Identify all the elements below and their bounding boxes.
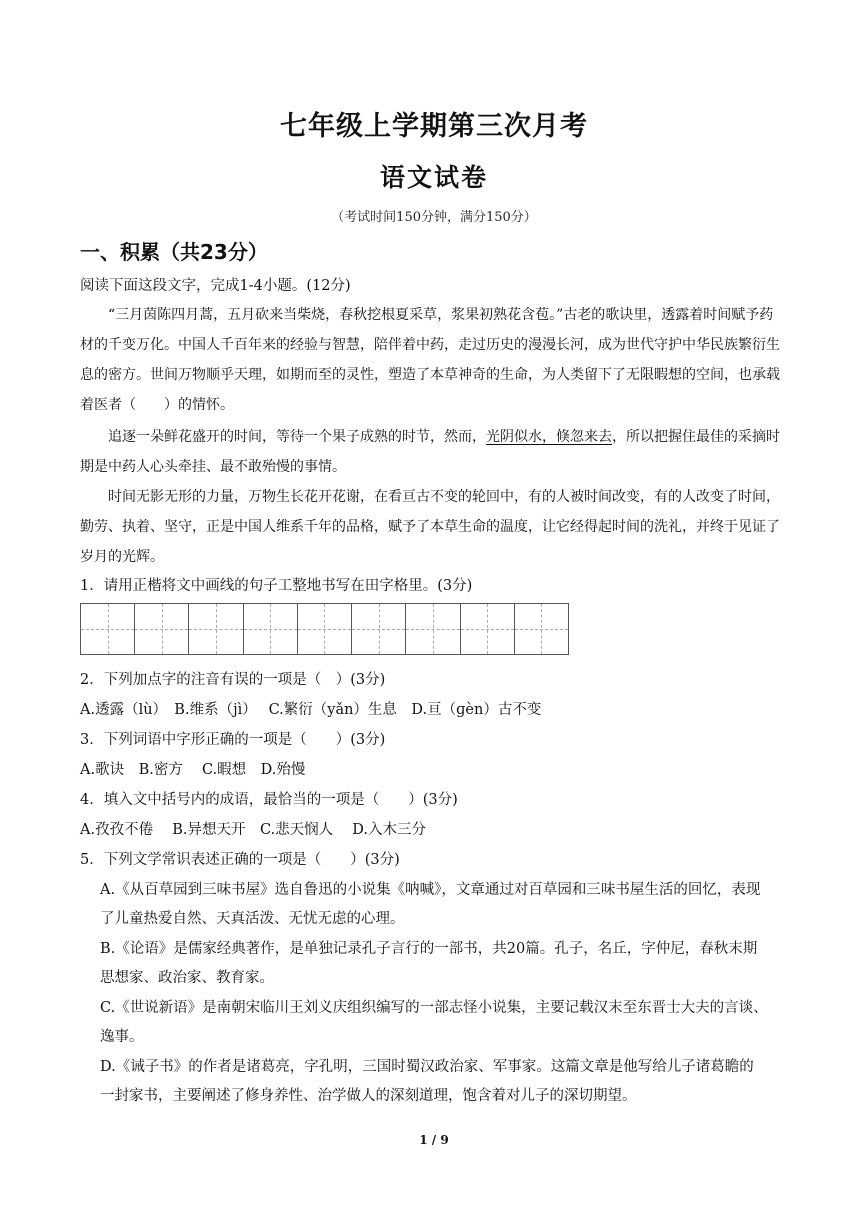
grid-cell[interactable] [461,604,515,654]
question-2: 2．下列加点字的注音有误的一项是（ ）(3分) [80,672,386,688]
grid-cell[interactable] [189,604,243,654]
passage-paragraph-2 [80,422,785,482]
question-3-options: A.歌诀 B.密方 C.暇想 D.殆慢 [80,762,306,778]
p2-before: 追逐一朵鲜花盛开的时间，等待一个果子成熟的时节，然而， [108,429,486,445]
section-heading: 一、积累（共23分） [80,240,268,264]
passage-paragraph-1: “三月茵陈四月蒿，五月砍来当柴烧，春秋挖根夏采草，浆果初熟花含苞。”古老的歌诀里，透露着时间赋予药材的千变万化。中国人千百年来的经验与智慧，陪伴着中药，走过历史的漫漫长河，成为世代守护中华民族繁衍生息的密方。世间万物顺乎天理，如期而至的灵性，塑造了本草神奇的生命，为人类留下了无限暇想的空间，也承载着医者（ ）的情怀。 [80,307,780,413]
question-2-options: A.透露（lù） B.维系（jì） C.繁衍（yǎn）生息 D.亘（ɡèn）古不变 [80,702,542,718]
exam-title: 七年级上学期第三次月考 [280,111,588,142]
question-4: 4．填入文中括号内的成语，最恰当的一项是（ ）(3分) [80,792,458,808]
question-5-option-d-line2: 一封家书，主要阐述了修身养性、治学做人的深刻道理，饱含着对儿子的深切期望。 [100,1088,637,1104]
question-5-option-a-line2: 了儿童热爱自然、天真活泼、无忧无虑的心理。 [100,911,405,927]
question-5-option-b-line1: B.《论语》是儒家经典著作，是单独记录孔子言行的一部书，共20篇。孔子，名丘，字仲尼，春秋末期 [100,941,758,957]
question-5: 5．下列文学常识表述正确的一项是（ ）(3分) [80,852,400,868]
grid-cell[interactable] [406,604,460,654]
grid-cell[interactable] [244,604,298,654]
question-5-option-a-line1: A.《从百草园到三味书屋》选自鲁迅的小说集《呐喊》，文章通过对百草园和三味书屋生活的回忆，表现 [100,882,761,898]
question-3: 3．下列词语中字形正确的一项是（ ）(3分) [80,732,386,748]
grid-cell[interactable] [135,604,189,654]
exam-info: （考试时间150分钟，满分150分） [331,210,537,225]
question-5-option-c-line2: 逸事。 [100,1029,144,1045]
underlined-sentence: 光阴似水，倏忽来去 [486,429,612,445]
grid-cell[interactable] [298,604,352,654]
page-number: 1 / 9 [419,1133,449,1147]
p2-after: ，所以把握住最佳的采摘时期是中药人心头牵挂、最不敢殆慢的事情。 [80,429,780,475]
grid-cell[interactable] [81,604,135,654]
question-4-options: A.孜孜不倦 B.异想天开 C.悲天悯人 D.入木三分 [80,822,426,838]
question-5-option-d-line1: D.《诫子书》的作者是诸葛亮，字孔明，三国时蜀汉政治家、军事家。这篇文章是他写给儿子诸葛瞻的 [100,1059,754,1075]
grid-cell[interactable] [352,604,406,654]
reading-instruction: 阅读下面这段文字，完成1-4小题。(12分) [80,278,351,294]
grid-cell[interactable] [515,604,568,654]
question-1: 1．请用正楷将文中画线的句子工整地书写在田字格里。(3分) [80,578,473,594]
tianzige-grid[interactable] [80,603,569,655]
question-5-option-b-line2: 思想家、政治家、教育家。 [100,970,274,986]
question-5-option-c-line1: C.《世说新语》是南朝宋临川王刘义庆组织编写的一部志怪小说集，主要记载汉末至东晋士大夫的言谈、 [100,1000,768,1016]
passage-paragraph-3: 时间无影无形的力量，万物生长花开花谢，在看亘古不变的轮回中，有的人被时间改变，有的人改变了时间，勤劳、执着、坚守，正是中国人维系千年的品格，赋予了本草生命的温度，让它经得起时间的洗礼，并终于见证了岁月的光辉。 [80,489,780,565]
exam-subtitle: 语文试卷 [379,163,488,192]
